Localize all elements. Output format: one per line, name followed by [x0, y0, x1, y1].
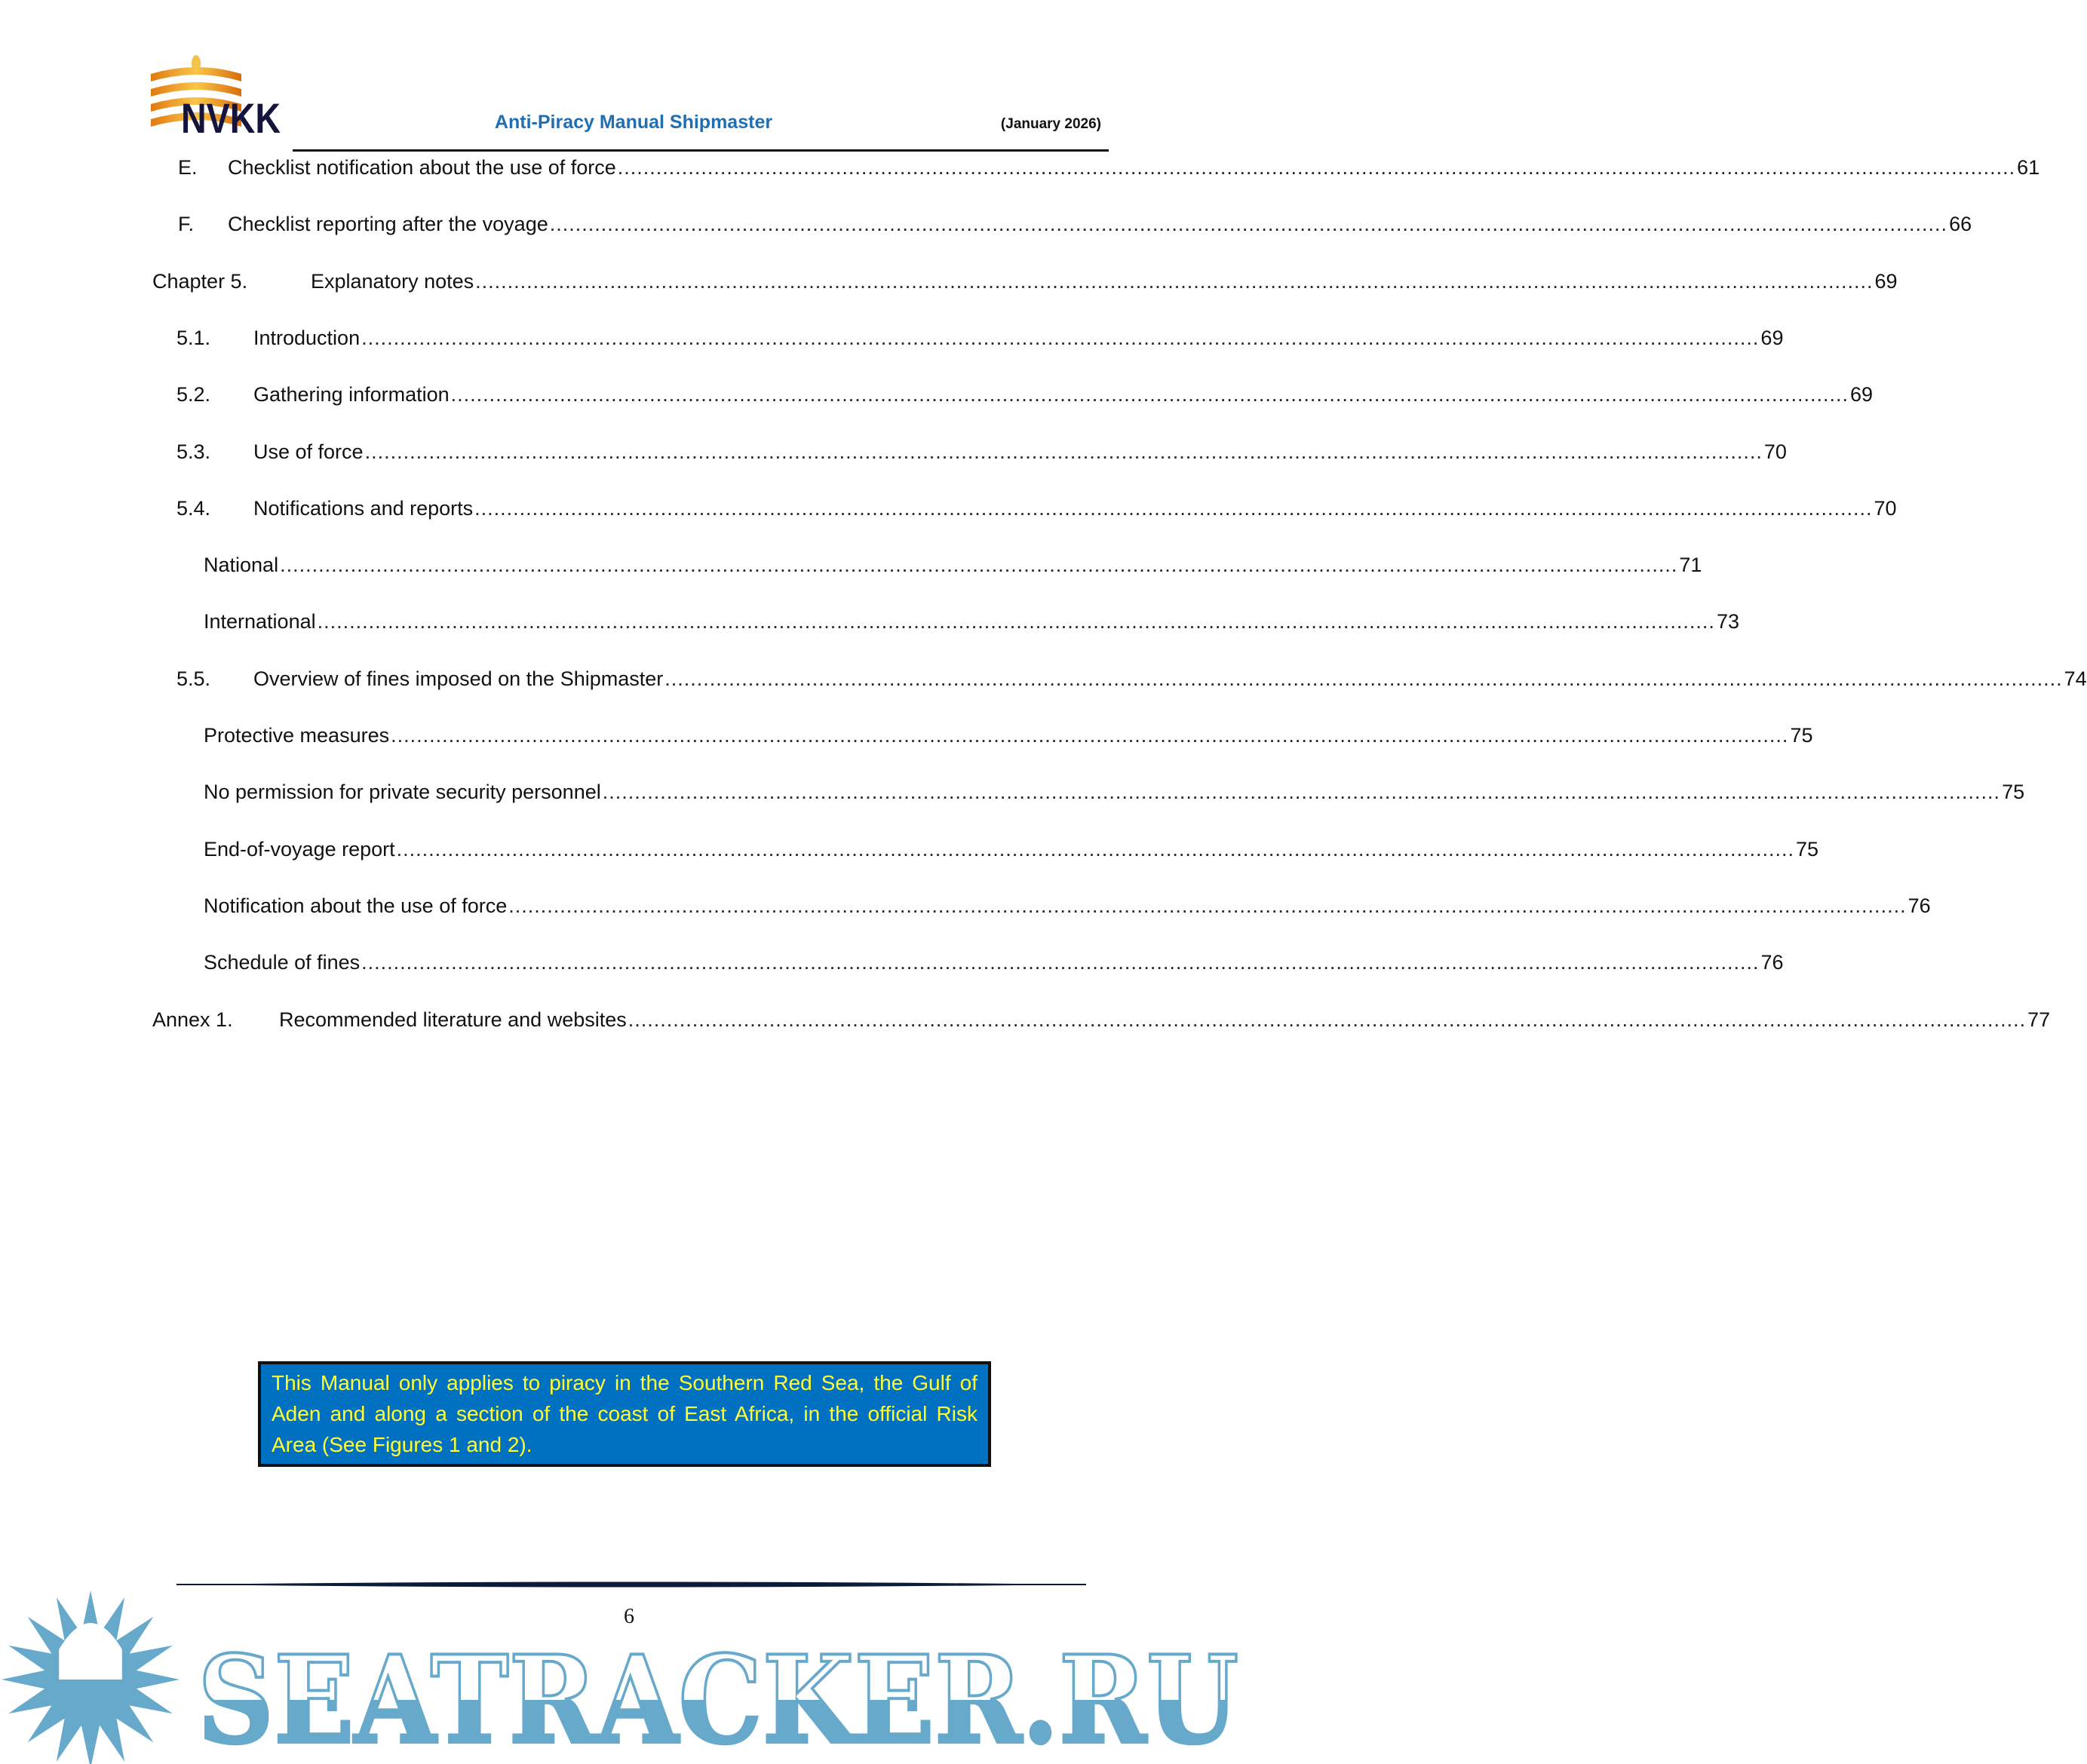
toc-dot-leader — [391, 722, 1788, 749]
toc-entry-page: 71 — [1679, 554, 1702, 577]
scope-notice-box — [258, 1361, 991, 1467]
toc-entry[interactable] — [176, 324, 1784, 351]
toc-entry[interactable] — [204, 722, 1813, 749]
toc-entry-number: 5.3. — [176, 440, 211, 463]
watermark-text: SEATRACKER.RU — [198, 1629, 1238, 1764]
toc-dot-leader — [318, 608, 1715, 635]
toc-entry-label: Checklist reporting after the voyage — [228, 213, 548, 236]
toc-entry-label: Schedule of fines — [204, 951, 361, 974]
toc-entry-number: Annex 1. — [152, 1008, 233, 1031]
toc-entry-number: 5.5. — [176, 667, 211, 690]
toc-entry-label: No permission for private security personnel — [204, 781, 601, 804]
toc-entry[interactable] — [152, 268, 1898, 295]
toc-entry[interactable] — [204, 949, 1784, 976]
seatracker-watermark — [0, 1588, 1248, 1764]
toc-dot-leader — [603, 778, 2000, 805]
toc-dot-leader — [397, 836, 1794, 863]
toc-entry[interactable] — [152, 1006, 2051, 1033]
toc-entry-page: 73 — [1716, 610, 1739, 634]
toc-entry[interactable] — [204, 551, 1702, 578]
toc-entry-page: 76 — [1907, 894, 1931, 917]
toc-entry[interactable] — [176, 665, 2087, 692]
toc-entry[interactable] — [178, 210, 1972, 238]
scope-notice-text: This Manual only applies to piracy in the Southern Red Sea, the Gulf of Aden and along a section of the coast of East Africa, in the official Risk Area (See Figures 1 and 2). — [272, 1371, 978, 1456]
nvkk-logo — [148, 54, 281, 142]
sun-icon — [2, 1591, 180, 1764]
toc-entry[interactable] — [204, 836, 1819, 863]
toc-entry-page: 70 — [1763, 440, 1787, 463]
header-title: Anti-Piracy Manual Shipmaster — [494, 112, 773, 133]
toc-entry-number: 5.2. — [176, 383, 211, 406]
toc-dot-leader — [361, 324, 1759, 351]
toc-dot-leader — [280, 551, 1677, 578]
toc-entry-page: 66 — [1949, 213, 1972, 236]
toc-entry-label: End-of-voyage report — [204, 837, 395, 861]
toc-entry-page: 69 — [1760, 326, 1784, 349]
toc-entry-label: Introduction — [253, 326, 361, 349]
toc-entry-label: Use of force — [253, 440, 364, 463]
toc-entry-label: Recommended literature and websites — [279, 1008, 627, 1031]
toc-entry-label: Gathering information — [253, 383, 450, 406]
toc-entry-number: Chapter 5. — [152, 269, 248, 293]
toc-dot-leader — [664, 665, 2062, 692]
toc-entry-label: National — [204, 554, 279, 577]
toc-entry[interactable] — [176, 438, 1787, 465]
toc-entry-number: E. — [178, 156, 198, 179]
toc-entry-label: Protective measures — [204, 724, 390, 747]
toc-entry-page: 75 — [1790, 724, 1813, 747]
toc-dot-leader — [451, 381, 1849, 408]
toc-entry[interactable] — [176, 495, 1897, 522]
toc-dot-leader — [365, 438, 1763, 465]
toc-entry-page: 70 — [1874, 496, 1897, 520]
toc-entry-label: Notifications and reports — [253, 496, 474, 520]
toc-dot-leader — [474, 495, 1872, 522]
svg-text:NVKK: NVKK — [181, 94, 281, 142]
toc-dot-leader — [618, 154, 2015, 181]
toc-entry[interactable] — [204, 892, 1931, 919]
header-divider — [293, 149, 1109, 152]
toc-entry-label: Notification about the use of force — [204, 894, 508, 917]
toc-entry-page: 75 — [2002, 781, 2025, 804]
toc-entry[interactable] — [204, 608, 1739, 635]
header-date: (January 2026) — [1000, 116, 1101, 132]
page-number: 6 — [624, 1605, 634, 1628]
toc-entry[interactable] — [178, 154, 2040, 181]
toc-entry-page: 61 — [2017, 156, 2040, 179]
toc-dot-leader — [361, 949, 1759, 976]
toc-entry[interactable] — [176, 381, 1874, 408]
toc-entry-page: 74 — [2064, 667, 2087, 690]
toc-entry-number: 5.1. — [176, 326, 211, 349]
toc-entry-number: 5.4. — [176, 496, 211, 520]
toc-dot-leader — [475, 268, 1873, 295]
toc-dot-leader — [628, 1006, 2026, 1033]
toc-dot-leader — [550, 210, 1947, 238]
toc-entry-label: International — [204, 610, 316, 634]
toc-entry-page: 77 — [2027, 1008, 2051, 1031]
toc-entry-page: 69 — [1849, 383, 1874, 406]
toc-entry-label: Checklist notification about the use of force — [228, 156, 616, 179]
toc-entry-page: 69 — [1874, 269, 1898, 293]
toc-entry-label: Overview of fines imposed on the Shipmaster — [253, 667, 664, 690]
toc-entry-number: F. — [178, 213, 195, 236]
toc-entry-page: 75 — [1795, 837, 1819, 861]
toc-entry-label: Explanatory notes — [311, 269, 474, 293]
toc-entry[interactable] — [204, 778, 2025, 805]
toc-dot-leader — [508, 892, 1906, 919]
toc-entry-page: 76 — [1760, 951, 1784, 974]
